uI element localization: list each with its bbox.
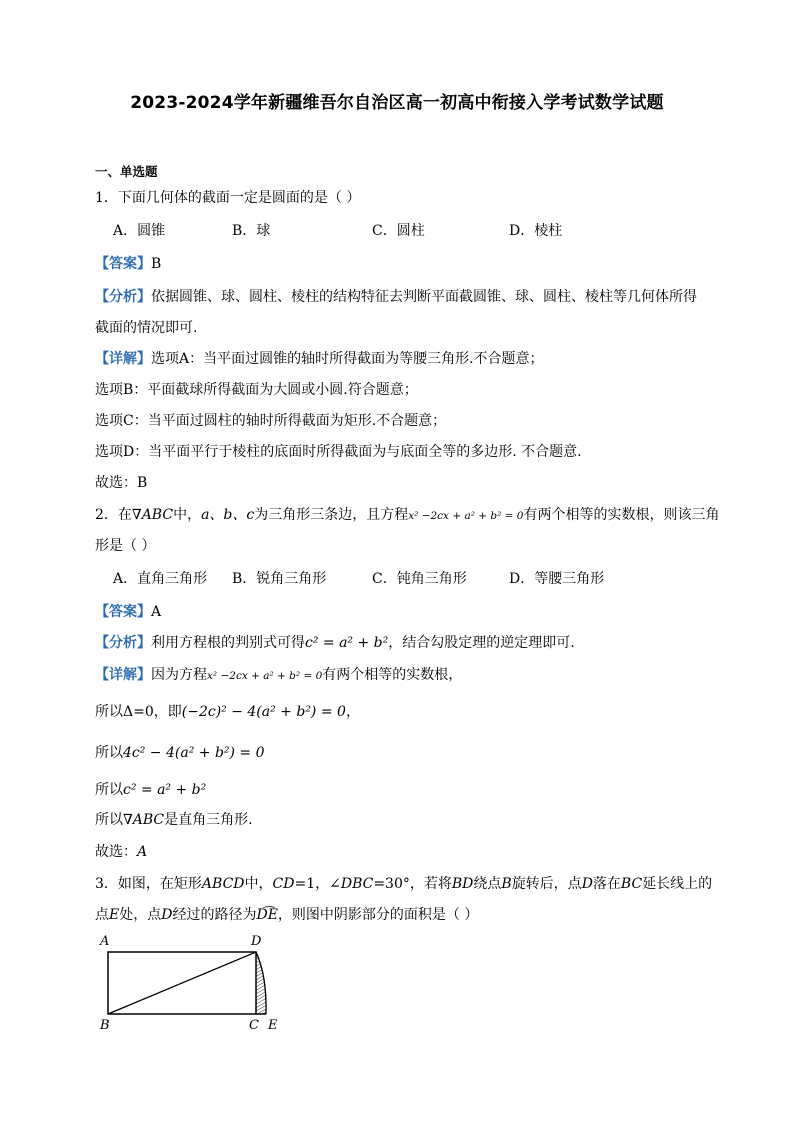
q1-analysis-1: 【分析】依据圆锥、球、圆柱、棱柱的结构特征去判断平面截圆锥、球、圆柱、棱柱等几何体所得 [95, 289, 697, 305]
q2-choose: 故选：A [95, 844, 148, 860]
q1-option-d: D．棱柱 [509, 223, 563, 239]
q2-option-c: C．钝角三角形 [372, 571, 467, 587]
q1-detail-4: 选项D：当平面平行于棱柱的底面时所得截面为与底面全等的多边形. 不合题意. [95, 444, 582, 460]
q1-choose: 故选：B [95, 475, 148, 491]
q1-option-b: B．球 [232, 223, 271, 239]
label-b: B [100, 1018, 110, 1033]
diagonal-bd [108, 952, 256, 1014]
q2-analysis: 【分析】利用方程根的判别式可得c² = a² + b²，结合勾股定理的逆定理即可. [95, 635, 575, 651]
detail-tag: 【详解】 [95, 351, 151, 367]
q2-option-b: B．锐角三角形 [232, 571, 327, 587]
q1-answer-value: B [151, 256, 162, 272]
answer-tag: 【答案】 [95, 256, 151, 272]
label-a: A [100, 934, 110, 949]
q2-answer: 【答案】A [95, 604, 162, 620]
q2-step-3: 所以c² = a² + b² [95, 782, 207, 798]
q3-stem-line2: 点E处，点D经过的路径为D͡E，则图中阴影部分的面积是（ ） [95, 907, 479, 923]
rectangle-rotation-figure [96, 930, 296, 1035]
label-d: D [251, 934, 262, 949]
section-heading: 一、单选题 [95, 164, 158, 179]
q2-stem-line1: 2．在∇ABC中，a、b、c为三角形三条边，且方程x² −2cx + a² + b² = 0有两个相等的实数根，则该三角 [95, 507, 720, 523]
q2-step-4: 所以∇ABC是直角三角形. [95, 812, 253, 828]
q1-answer [95, 254, 161, 274]
label-c: C [249, 1018, 259, 1033]
q1-detail-1: 【详解】选项A：当平面过圆锥的轴时所得截面为等腰三角形.不合题意； [95, 351, 544, 367]
q1-stem: 1．下面几何体的截面一定是圆面的是（ ） [95, 190, 361, 206]
q2-step-1: 所以Δ=0，即(−2c)² − 4(a² + b²) = 0， [95, 704, 360, 720]
page-title: 2023-2024学年新疆维吾尔自治区高一初高中衔接入学考试数学试题 [130, 93, 664, 113]
q1-detail-2: 选项B：平面截球所得截面为大圆或小圆.符合题意； [95, 382, 418, 398]
q1-option-a: A．圆锥 [113, 223, 166, 239]
q1-analysis-2: 截面的情况即可. [95, 320, 198, 336]
label-e: E [268, 1018, 278, 1033]
q2-step-2: 所以4c² − 4(a² + b²) = 0 [95, 745, 265, 761]
equation: x² −2cx + a² + b² = 0 [408, 510, 524, 522]
triangle-symbol: ∇ABC [131, 507, 174, 523]
q3-stem-line1: 3．如图，在矩形ABCD中，CD=1，∠DBC=30°，若将BD绕点B旋转后，点D落在BC延长线上的 [95, 876, 713, 892]
q2-option-a: A．直角三角形 [113, 571, 208, 587]
q1-option-c: C．圆柱 [372, 223, 425, 239]
q2-stem-line2: 形是（ ） [95, 538, 156, 554]
q2-option-d: D．等腰三角形 [509, 571, 605, 587]
q1-detail-3: 选项C：当平面过圆柱的轴时所得截面为矩形.不合题意； [95, 413, 447, 429]
q2-detail: 【详解】因为方程x² −2cx + a² + b² = 0有两个相等的实数根， [95, 667, 463, 683]
analysis-tag: 【分析】 [95, 289, 151, 305]
